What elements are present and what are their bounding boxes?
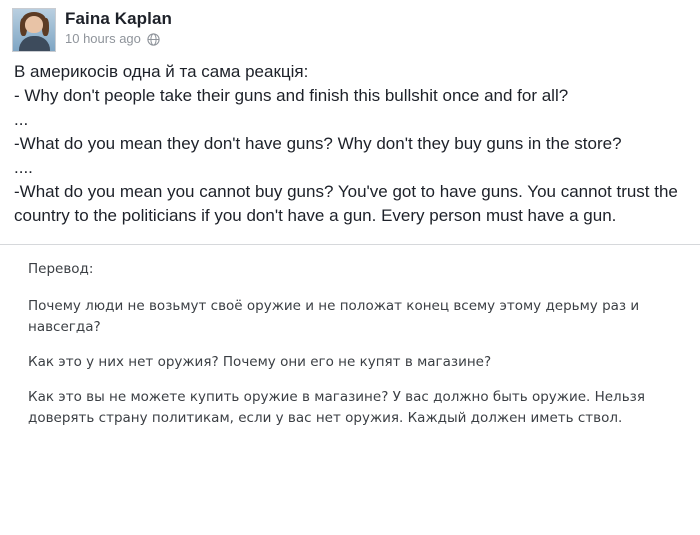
translation-section xyxy=(0,245,700,439)
post-meta xyxy=(65,31,172,47)
translation-paragraph: Как это у них нет оружия? Почему они его не купят в магазине? xyxy=(28,354,492,370)
post-line: .... xyxy=(14,158,33,177)
post-line: - Why don't people take their guns and finish this bullshit once and for all? xyxy=(14,86,569,105)
avatar-face xyxy=(25,16,43,33)
post-header-text xyxy=(65,8,172,47)
translation-label: Перевод: xyxy=(28,261,94,277)
post-line: -What do you mean you cannot buy guns? You've got to have guns. You cannot trust the country to the politicians if you don't have a gun. Every person must have a gun. xyxy=(14,182,678,225)
post-line: -What do you mean they don't have guns? Why don't they buy guns in the store? xyxy=(14,134,622,153)
translation-paragraph: Как это вы не можете купить оружие в магазине? У вас должно быть оружие. Нельзя доверять страну политикам, если у вас нет оружия. Каждый должен иметь ствол. xyxy=(28,389,645,426)
post-author-name[interactable]: Faina Kaplan xyxy=(65,9,173,28)
post-body xyxy=(0,54,700,238)
post-line: ... xyxy=(14,110,29,129)
post-line: В америкосів одна й та сама реакція: xyxy=(14,62,309,81)
avatar-hair-right xyxy=(42,18,49,36)
globe-icon[interactable] xyxy=(147,33,160,46)
translation-paragraph: Почему люди не возьмут своё оружие и не положат конец всему этому дерьму раз и навсегда? xyxy=(28,298,640,335)
avatar[interactable] xyxy=(12,8,56,52)
avatar-body xyxy=(19,36,50,52)
post-header xyxy=(0,0,700,54)
post-timestamp[interactable]: 10 hours ago xyxy=(65,31,141,46)
